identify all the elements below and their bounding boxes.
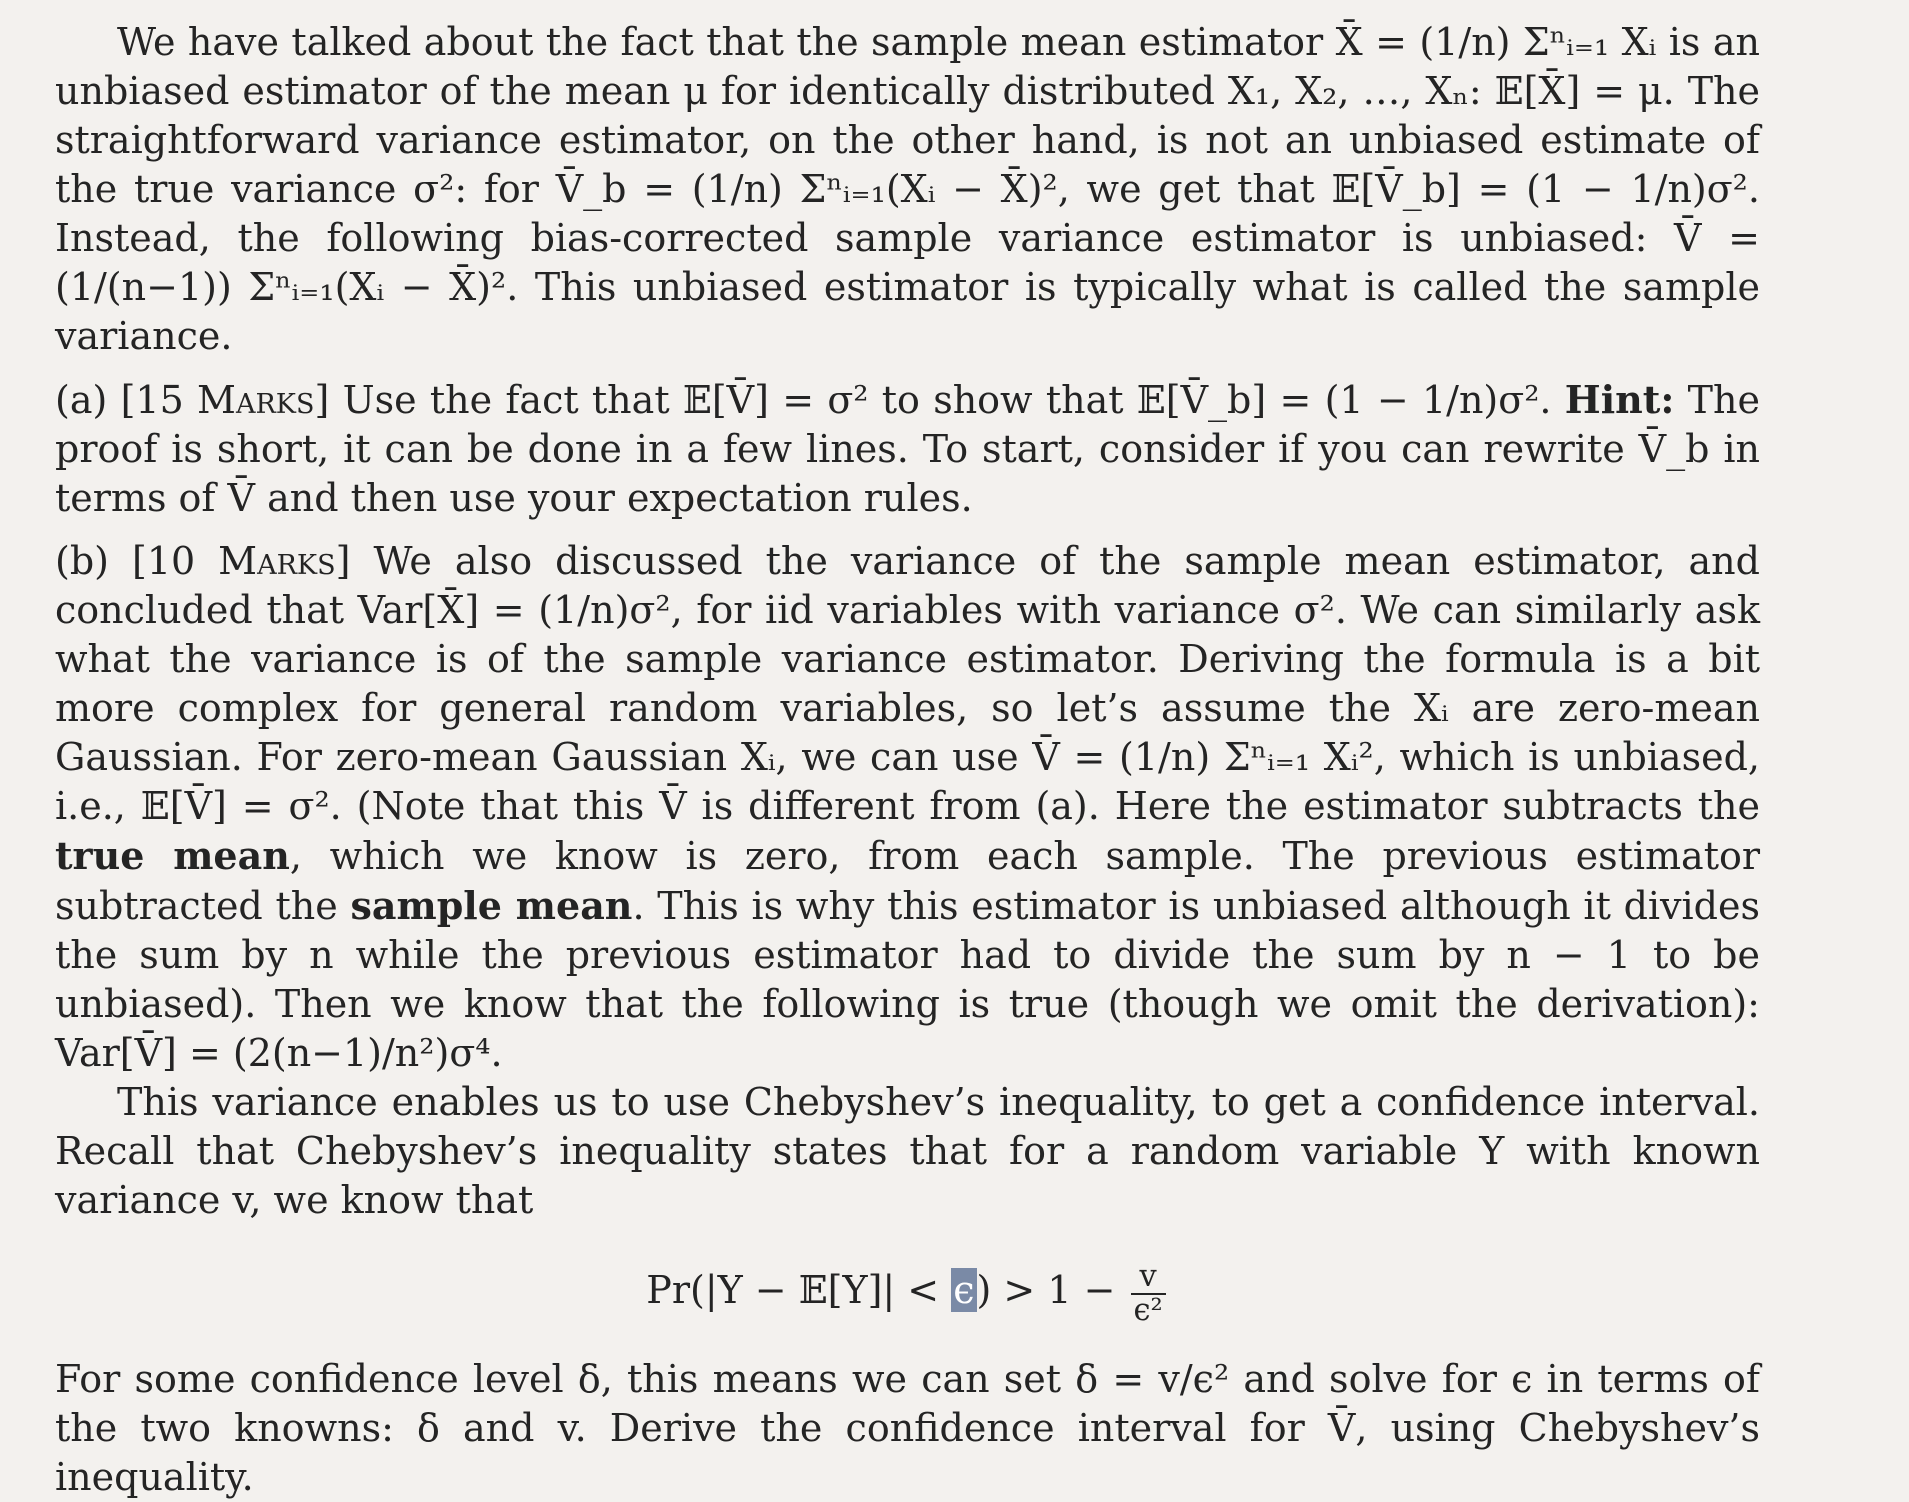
fraction-denominator: ϵ² (1133, 1292, 1163, 1328)
part-a-label: (a) (55, 378, 108, 422)
intro-line-1: We have talked about the fact that the sample mean estimator X̄ = (1/n) Σⁿᵢ₌₁ Xᵢ is an unbiased (55, 20, 1760, 113)
document-page (55, 18, 1760, 1502)
part-a-text: Use the fact that 𝔼[V̄] = σ² to show that 𝔼[V̄_b] = (1 − 1/n)σ². (342, 378, 1552, 422)
inequality-fraction (1131, 1258, 1166, 1328)
confidence-paragraph: For some confidence level δ, this means we can set δ = v/ϵ² and solve for ϵ in terms of the two knowns: δ and v. Derive the confidence interval for V̄, using Chebyshev’s inequality. (55, 1357, 1760, 1499)
part-b-text-3: . This is why this estimator is unbiased although it divides the sum by n while the previous estimator had to divide the sum by n − 1 to be unbiased). Then we know that the following is true (though we omit the derivation): Var[V̄] = (2(n−1)/n²)σ⁴. (55, 884, 1760, 1075)
chebyshev-inequality (55, 1245, 1760, 1335)
fraction-numerator: v (1131, 1261, 1166, 1295)
part-a-marks: [15 Marks] (120, 378, 330, 422)
intro-line-4: V̄_b = (1/n) Σⁿᵢ₌₁(Xᵢ − X̄)², we get that 𝔼[V̄_b] = (1 − 1/n)σ². Instead, the following bias-corrected sample (55, 167, 1760, 260)
text-cursor-epsilon: ϵ (953, 1268, 975, 1312)
part-a-hint-label: Hint: (1564, 377, 1675, 422)
part-a (55, 375, 1760, 523)
chebyshev-paragraph: This variance enables us to use Chebyshev’s inequality, to get a confidence interval. Recall that Chebyshev’s inequality states that for a random variable Y with known variance v, we know that (55, 1080, 1760, 1222)
part-b (55, 537, 1760, 1078)
part-b-bold-sample-mean: sample mean (350, 883, 633, 928)
intro-line-6: is called the sample variance. (55, 265, 1760, 358)
intro-line-2: estimator of the mean μ for identically distributed X₁, X₂, …, Xₙ: 𝔼[X̄] = μ. The straightforward (55, 69, 1760, 162)
part-b-label: (b) (55, 539, 109, 583)
part-b-text-2: , which we know is zero, from each sample. The previous estimator subtracted the (55, 834, 1761, 928)
inequality-middle: ) > 1 − (976, 1268, 1128, 1312)
intro-line-5: variance estimator is unbiased: V̄ = (1/(n−1)) Σⁿᵢ₌₁(Xᵢ − X̄)². This unbiased estimator is typically what (55, 216, 1760, 309)
part-b-bold-true-mean: true mean (55, 833, 290, 878)
part-b-marks: [10 Marks] (132, 539, 351, 583)
part-b-text-1: We also discussed the variance of the sample mean estimator, and concluded that Var[X̄] = (1/n)σ², for iid variables with variance σ². We can similarly ask what the variance is of the sample variance estimator. Deriving the formula is a bit more complex for general random variables, so let’s assume the Xᵢ are zero-mean Gaussian. For zero-mean Gaussian Xᵢ, we can use V̄ = (1/n) Σⁿᵢ₌₁ Xᵢ², which is unbiased, i.e., 𝔼[V̄] = σ². (Note that this V̄ is different from (a). Here the estimator subtracts the (55, 539, 1760, 828)
inequality-left: Pr(|Y − 𝔼[Y]| < (646, 1268, 952, 1312)
part-a-hint-text: The proof is short, it can be done in a few lines. To start, consider if you can rewrite V̄_b in terms of V̄ and then use your expectation rules. (55, 378, 1760, 520)
intro-paragraph (55, 18, 1760, 361)
intro-line-3: variance estimator, on the other hand, is not an unbiased estimate of the true variance σ²: for (55, 118, 1760, 211)
